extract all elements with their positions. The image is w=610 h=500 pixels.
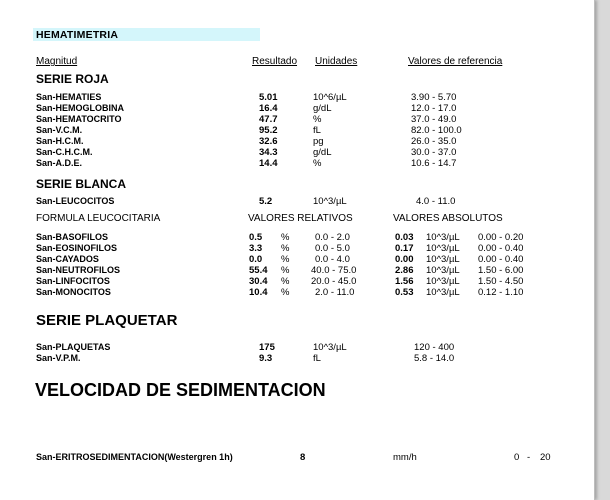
table-row	[0, 158, 594, 169]
table-row	[0, 265, 594, 276]
row-unit: 10^3/µL	[313, 196, 347, 207]
row-abs-ref: 1.50 - 4.50	[478, 276, 524, 287]
row-value: 14.4	[259, 158, 278, 169]
row-name: San-V.C.M.	[36, 125, 83, 135]
serie-plaquetar-title: SERIE PLAQUETAR	[36, 312, 178, 329]
row-unit: 10^3/µL	[313, 342, 347, 353]
row-rel-ref: 0.0 - 5.0	[315, 243, 350, 254]
row-unit: g/dL	[313, 147, 332, 158]
table-row	[0, 232, 594, 243]
row-ref-high: 20	[540, 452, 551, 463]
header-valores-referencia: Valores de referencia	[408, 56, 503, 67]
row-abs-value: 0.03	[395, 232, 414, 243]
row-value: 16.4	[259, 103, 278, 114]
row-rel-ref: 2.0 - 11.0	[315, 287, 355, 298]
row-value: 5.2	[259, 196, 273, 207]
row-rel-value: 0.5	[249, 232, 263, 243]
serie-blanca-title: SERIE BLANCA	[36, 177, 127, 191]
row-unit: g/dL	[313, 103, 332, 114]
row-rel-value: 3.3	[249, 243, 263, 254]
row-rel-value: 30.4	[249, 276, 268, 287]
row-abs-unit: 10^3/µL	[426, 276, 460, 287]
table-row	[0, 254, 594, 265]
row-ref: 12.0 - 17.0	[411, 103, 457, 114]
row-name: San-HEMOGLOBINA	[36, 103, 125, 113]
table-row	[0, 114, 594, 125]
row-unit: pg	[313, 136, 324, 147]
row-unit: %	[313, 114, 322, 125]
row-ref: 3.90 - 5.70	[411, 92, 457, 103]
table-row	[0, 196, 594, 207]
row-name: San-A.D.E.	[36, 158, 83, 168]
row-value: 34.3	[259, 147, 278, 158]
row-rel-unit: %	[281, 254, 290, 265]
row-rel-ref: 0.0 - 4.0	[315, 254, 350, 265]
row-name: San-CAYADOS	[36, 254, 99, 264]
row-abs-ref: 1.50 - 6.00	[478, 265, 524, 276]
table-row	[0, 92, 594, 103]
vsg-title: VELOCIDAD DE SEDIMENTACION	[35, 380, 326, 400]
row-unit: fL	[313, 353, 321, 364]
row-abs-value: 1.56	[395, 276, 414, 287]
row-value: 9.3	[259, 353, 273, 364]
row-rel-unit: %	[281, 287, 290, 298]
row-name: San-EOSINOFILOS	[36, 243, 118, 253]
row-rel-unit: %	[281, 276, 290, 287]
row-abs-ref: 0.00 - 0.40	[478, 254, 524, 265]
row-abs-ref: 0.12 - 1.10	[478, 287, 524, 298]
header-unidades: Unidades	[315, 56, 358, 67]
row-ref: 4.0 - 11.0	[416, 196, 456, 207]
row-ref-low: 0	[514, 452, 520, 463]
table-row	[0, 342, 594, 353]
row-ref: 120 - 400	[414, 342, 455, 353]
row-abs-value: 2.86	[395, 265, 414, 276]
row-unit: 10^6/µL	[313, 92, 347, 103]
row-rel-value: 0.0	[249, 254, 263, 265]
row-abs-ref: 0.00 - 0.20	[478, 232, 524, 243]
row-name: San-H.C.M.	[36, 136, 84, 146]
row-ref-separator: -	[527, 452, 531, 463]
table-row	[0, 147, 594, 158]
row-abs-unit: 10^3/µL	[426, 232, 460, 243]
row-rel-ref: 0.0 - 2.0	[315, 232, 350, 243]
row-abs-value: 0.17	[395, 243, 414, 254]
table-row	[0, 125, 594, 136]
row-ref: 30.0 - 37.0	[411, 147, 457, 158]
row-ref: 10.6 - 14.7	[411, 158, 457, 169]
row-abs-unit: 10^3/µL	[426, 265, 460, 276]
header-resultado: Resultado	[252, 56, 298, 67]
row-rel-value: 10.4	[249, 287, 268, 298]
table-row	[0, 353, 594, 364]
row-abs-unit: 10^3/µL	[426, 243, 460, 254]
row-rel-value: 55.4	[249, 265, 268, 276]
row-unit: %	[313, 158, 322, 169]
row-name: San-NEUTROFILOS	[36, 265, 121, 275]
row-ref: 26.0 - 35.0	[411, 136, 457, 147]
row-value: 95.2	[259, 125, 278, 136]
row-value: 5.01	[259, 92, 278, 103]
row-name: San-ERITROSEDIMENTACION(Westergren 1h)	[36, 452, 233, 462]
table-row	[0, 243, 594, 254]
row-abs-value: 0.00	[395, 254, 414, 265]
row-rel-unit: %	[281, 243, 290, 254]
section-title: HEMATIMETRIA	[36, 29, 119, 41]
row-name: San-HEMATIES	[36, 92, 102, 102]
table-row	[0, 287, 594, 298]
formula-title: FORMULA LEUCOCITARIA	[36, 213, 161, 224]
header-magnitud: Magnitud	[36, 56, 78, 67]
row-abs-unit: 10^3/µL	[426, 287, 460, 298]
row-name: San-PLAQUETAS	[36, 342, 111, 352]
serie-roja-title: SERIE ROJA	[36, 72, 109, 86]
row-value: 8	[300, 452, 306, 463]
row-name: San-HEMATOCRITO	[36, 114, 122, 124]
row-name: San-V.P.M.	[36, 353, 81, 363]
row-abs-value: 0.53	[395, 287, 414, 298]
row-rel-unit: %	[281, 265, 290, 276]
row-unit: fL	[313, 125, 321, 136]
row-value: 175	[259, 342, 275, 353]
row-abs-ref: 0.00 - 0.40	[478, 243, 524, 254]
row-name: San-MONOCITOS	[36, 287, 111, 297]
table-row	[0, 136, 594, 147]
row-ref: 5.8 - 14.0	[414, 353, 455, 364]
row-rel-unit: %	[281, 232, 290, 243]
row-value: 32.6	[259, 136, 278, 147]
row-abs-unit: 10^3/µL	[426, 254, 460, 265]
table-row	[0, 276, 594, 287]
row-unit: mm/h	[393, 452, 417, 463]
row-name: San-LINFOCITOS	[36, 276, 110, 286]
absolute-values-header: VALORES ABSOLUTOS	[393, 213, 503, 224]
row-name: San-BASOFILOS	[36, 232, 109, 242]
row-value: 47.7	[259, 114, 278, 125]
row-ref: 82.0 - 100.0	[411, 125, 462, 136]
table-row	[0, 103, 594, 114]
row-name: San-LEUCOCITOS	[36, 196, 115, 206]
row-rel-ref: 40.0 - 75.0	[311, 265, 357, 276]
relative-values-header: VALORES RELATIVOS	[248, 213, 353, 224]
row-ref: 37.0 - 49.0	[411, 114, 457, 125]
table-row	[0, 452, 594, 463]
row-name: San-C.H.C.M.	[36, 147, 93, 157]
row-rel-ref: 20.0 - 45.0	[311, 276, 357, 287]
